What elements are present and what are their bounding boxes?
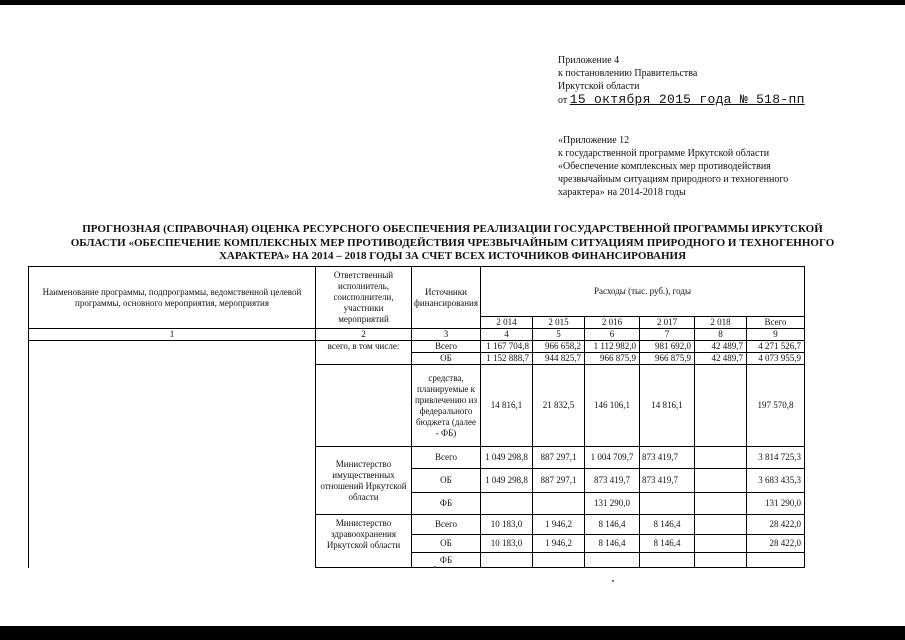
annex-line: к постановлению Правительства xyxy=(558,68,698,79)
source-cell: средства, планируемые к привлечению из федерального бюджета (далее - ФБ) xyxy=(412,365,481,447)
value-cell: 8 146,4 xyxy=(584,535,639,553)
value-cell xyxy=(694,553,746,568)
source-cell: ФБ xyxy=(412,553,481,568)
header-sources: Источники финансирования xyxy=(412,267,481,329)
source-cell: Всего xyxy=(412,447,481,469)
header-year: 2 015 xyxy=(532,317,584,329)
value-cell: 14 816,1 xyxy=(639,365,694,447)
column-number: 4 xyxy=(480,329,532,341)
column-number: 7 xyxy=(639,329,694,341)
document-title xyxy=(20,223,885,264)
annex-line: к государственной программе Иркутской области xyxy=(558,148,770,159)
annex-line: Приложение 4 xyxy=(558,55,620,66)
value-cell xyxy=(694,365,746,447)
scan-top-border xyxy=(0,0,905,5)
value-cell: 966 658,2 xyxy=(532,341,584,353)
value-cell: 131 290,0 xyxy=(746,493,804,515)
title-line: ХАРАКТЕРА» НА 2014 – 2018 ГОДЫ ЗА СЧЕТ ВСЕХ ИСТОЧНИКОВ ФИНАНСИРОВАНИЯ xyxy=(218,250,687,262)
value-cell: 873 419,7 xyxy=(639,469,694,493)
value-cell: 131 290,0 xyxy=(584,493,639,515)
value-cell xyxy=(694,535,746,553)
annex-date-prefix: от xyxy=(558,95,568,106)
value-cell: 4 073 955,9 xyxy=(746,353,804,365)
header-year: 2 014 xyxy=(480,317,532,329)
value-cell: 197 570,8 xyxy=(746,365,804,447)
value-cell: 944 825,7 xyxy=(532,353,584,365)
value-cell: 146 106,1 xyxy=(584,365,639,447)
column-number: 1 xyxy=(29,329,316,341)
header-total: Всего xyxy=(746,317,804,329)
value-cell: 10 183,0 xyxy=(480,515,532,535)
annex-line: «Обеспечение комплексных мер противодействия xyxy=(558,161,771,172)
value-cell: 1 112 982,0 xyxy=(584,341,639,353)
value-cell: 8 146,4 xyxy=(584,515,639,535)
value-cell: 887 297,1 xyxy=(532,447,584,469)
header-expenses: Расходы (тыс. руб.), годы xyxy=(480,267,804,317)
value-cell: 28 422,0 xyxy=(746,535,804,553)
value-cell: 1 049 298,8 xyxy=(480,469,532,493)
value-cell: 887 297,1 xyxy=(532,469,584,493)
source-cell: Всего xyxy=(412,341,481,353)
annex-date-value: 15 октября 2015 года № 518-пп xyxy=(569,92,805,107)
table-row xyxy=(29,341,805,353)
column-number: 5 xyxy=(532,329,584,341)
value-cell xyxy=(694,493,746,515)
executor-total-continued xyxy=(316,365,412,447)
source-cell: ОБ xyxy=(412,535,481,553)
value-cell xyxy=(480,493,532,515)
value-cell xyxy=(694,515,746,535)
scan-speck xyxy=(434,566,436,568)
value-cell: 966 875,9 xyxy=(639,353,694,365)
header-year: 2 016 xyxy=(584,317,639,329)
executor-property-ministry: Министерство имущественных отношений Иркутской области xyxy=(316,447,412,515)
value-cell: 981 692,0 xyxy=(639,341,694,353)
annex-line: характера» на 2014-2018 годы xyxy=(558,187,686,198)
value-cell: 1 004 709,7 xyxy=(584,447,639,469)
value-cell: 3 814 725,3 xyxy=(746,447,804,469)
value-cell xyxy=(639,553,694,568)
scan-bottom-border xyxy=(0,626,905,640)
column-number: 8 xyxy=(694,329,746,341)
value-cell: 873 419,7 xyxy=(639,447,694,469)
title-line: ПРОГНОЗНАЯ (СПРАВОЧНАЯ) ОЦЕНКА РЕСУРСНОГО ОБЕСПЕЧЕНИЯ РЕАЛИЗАЦИИ ГОСУДАРСТВЕННОЙ ПРОГРАММЫ ИРКУТСКОЙ xyxy=(82,223,823,235)
value-cell: 28 422,0 xyxy=(746,515,804,535)
scan-speck xyxy=(612,580,614,582)
value-cell: 1 946,2 xyxy=(532,515,584,535)
source-cell: ОБ xyxy=(412,353,481,365)
column-number: 6 xyxy=(584,329,639,341)
title-line: ОБЛАСТИ «ОБЕСПЕЧЕНИЕ КОМПЛЕКСНЫХ МЕР ПРОТИВОДЕЙСТВИЯ ЧРЕЗВЫЧАЙНЫМ СИТУАЦИЯМ ПРИРОДНОГО И ТЕХНОГЕННОГО xyxy=(70,236,835,249)
column-number: 3 xyxy=(412,329,481,341)
value-cell: 10 183,0 xyxy=(480,535,532,553)
value-cell xyxy=(694,469,746,493)
value-cell: 4 271 526,7 xyxy=(746,341,804,353)
executor-total: всего, в том числе: xyxy=(316,341,412,365)
value-cell: 21 832,5 xyxy=(532,365,584,447)
header-year: 2 017 xyxy=(639,317,694,329)
header-name: Наименование программы, подпрограммы, ведомственной целевой программы, основного мероприятия, мероприятия xyxy=(29,267,316,329)
value-cell xyxy=(746,553,804,568)
annex-line: Иркутской области xyxy=(558,81,640,92)
value-cell: 14 816,1 xyxy=(480,365,532,447)
value-cell xyxy=(584,553,639,568)
value-cell xyxy=(532,493,584,515)
value-cell: 1 167 704,8 xyxy=(480,341,532,353)
annex-line: чрезвычайным ситуациям природного и техногенного xyxy=(558,174,789,185)
source-cell: ОБ xyxy=(412,469,481,493)
value-cell xyxy=(480,553,532,568)
source-cell: Всего xyxy=(412,515,481,535)
header-year: 2 018 xyxy=(694,317,746,329)
value-cell: 1 152 888,7 xyxy=(480,353,532,365)
value-cell: 873 419,7 xyxy=(584,469,639,493)
value-cell xyxy=(532,553,584,568)
header-row xyxy=(29,267,805,317)
column-number: 9 xyxy=(746,329,804,341)
annex-date-line xyxy=(558,93,805,107)
header-executor: Ответственный исполнитель, соисполнители, участники мероприятий xyxy=(316,267,412,329)
value-cell: 42 489,7 xyxy=(694,353,746,365)
financing-table xyxy=(28,266,805,568)
column-number-row xyxy=(29,329,805,341)
executor-health-ministry: Министерство здравоохранения Иркутской области xyxy=(316,515,412,568)
annex-12-header xyxy=(558,134,788,199)
value-cell: 42 489,7 xyxy=(694,341,746,353)
value-cell xyxy=(639,493,694,515)
source-cell: ФБ xyxy=(412,493,481,515)
value-cell: 8 146,4 xyxy=(639,535,694,553)
program-name-cell xyxy=(29,341,316,568)
value-cell: 3 683 435,3 xyxy=(746,469,804,493)
value-cell: 1 946,2 xyxy=(532,535,584,553)
annex-4-header xyxy=(558,54,805,107)
value-cell xyxy=(694,447,746,469)
value-cell: 1 049 298,8 xyxy=(480,447,532,469)
value-cell: 966 875,9 xyxy=(584,353,639,365)
value-cell: 8 146,4 xyxy=(639,515,694,535)
column-number: 2 xyxy=(316,329,412,341)
annex-line: «Приложение 12 xyxy=(558,135,630,146)
